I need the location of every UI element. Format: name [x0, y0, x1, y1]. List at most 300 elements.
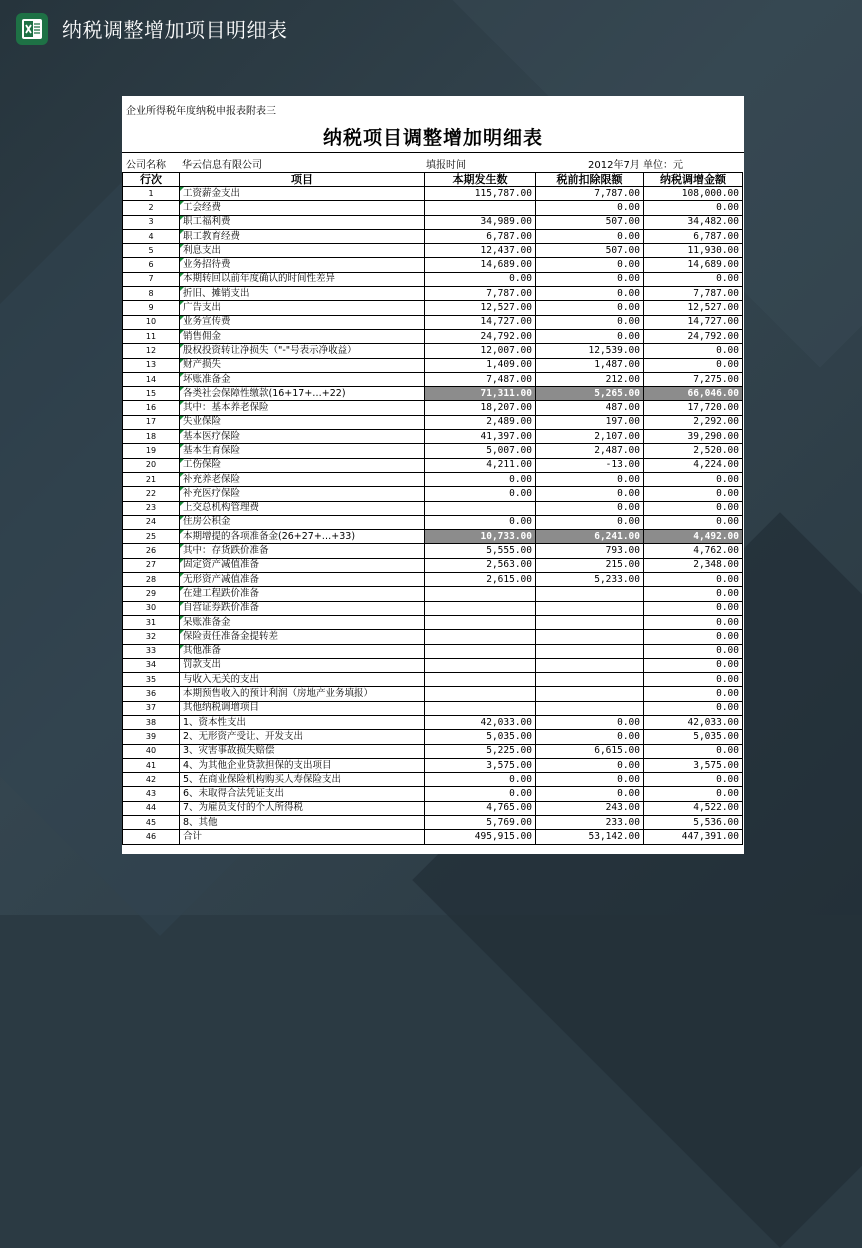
table-row: [123, 830, 743, 844]
item-cell[interactable]: 广告支出: [180, 301, 425, 315]
current-amount-cell[interactable]: 0.00: [425, 773, 536, 787]
deduction-limit-cell[interactable]: 2,107.00: [536, 430, 644, 444]
row-number-cell[interactable]: 28: [123, 573, 180, 587]
row-number-cell[interactable]: 35: [123, 673, 180, 687]
current-amount-cell[interactable]: [425, 201, 536, 215]
deduction-limit-cell[interactable]: [536, 587, 644, 601]
current-amount-cell[interactable]: 12,007.00: [425, 344, 536, 358]
row-number-cell[interactable]: 10: [123, 315, 180, 329]
table-row: [123, 501, 743, 515]
header-row-no[interactable]: 行次: [123, 173, 180, 187]
current-amount-cell[interactable]: 4,211.00: [425, 458, 536, 472]
deduction-limit-cell[interactable]: [536, 673, 644, 687]
cell-comment-marker: [180, 344, 184, 348]
adjustment-amount-cell[interactable]: 11,930.00: [644, 244, 743, 258]
deduction-limit-cell[interactable]: 0.00: [536, 201, 644, 215]
row-number-cell[interactable]: 43: [123, 787, 180, 801]
table-row: [123, 430, 743, 444]
row-number-cell[interactable]: 25: [123, 530, 180, 544]
adjustment-amount-cell[interactable]: 0.00: [644, 615, 743, 629]
item-cell[interactable]: 8、其他: [180, 816, 425, 830]
deduction-limit-cell[interactable]: 233.00: [536, 816, 644, 830]
deduction-limit-cell[interactable]: [536, 687, 644, 701]
deduction-limit-cell[interactable]: 0.00: [536, 758, 644, 772]
item-cell[interactable]: 财产损失: [180, 358, 425, 372]
adjustment-amount-cell[interactable]: 0.00: [644, 658, 743, 672]
item-cell[interactable]: 工伤保险: [180, 458, 425, 472]
cell-comment-marker: [180, 401, 184, 405]
deduction-limit-cell[interactable]: 53,142.00: [536, 830, 644, 844]
deduction-limit-cell[interactable]: 0.00: [536, 730, 644, 744]
row-number-cell[interactable]: 8: [123, 287, 180, 301]
deduction-limit-cell[interactable]: 197.00: [536, 415, 644, 429]
adjustment-amount-cell[interactable]: 0.00: [644, 687, 743, 701]
row-number-cell[interactable]: 39: [123, 730, 180, 744]
item-cell[interactable]: 其中：基本养老保险: [180, 401, 425, 415]
deduction-limit-cell[interactable]: 0.00: [536, 501, 644, 515]
deduction-limit-cell[interactable]: 0.00: [536, 715, 644, 729]
table-row: [123, 229, 743, 243]
row-number-cell[interactable]: 20: [123, 458, 180, 472]
cell-comment-marker: [180, 530, 184, 534]
row-number-cell[interactable]: 27: [123, 558, 180, 572]
deduction-limit-cell[interactable]: 212.00: [536, 372, 644, 386]
cell-comment-marker: [180, 316, 184, 320]
table-row: [123, 401, 743, 415]
item-cell[interactable]: 本期预售收入的预计利润（房地产业务填报）: [180, 687, 425, 701]
row-number-cell[interactable]: 1: [123, 187, 180, 201]
item-cell[interactable]: 其中：存货跌价准备: [180, 544, 425, 558]
item-cell[interactable]: 3、灾害事故损失赔偿: [180, 744, 425, 758]
item-cell[interactable]: 各类社会保障性缴款(16+17+…+22): [180, 387, 425, 401]
deduction-limit-cell[interactable]: 0.00: [536, 787, 644, 801]
current-amount-cell[interactable]: 2,563.00: [425, 558, 536, 572]
row-number-cell[interactable]: 45: [123, 816, 180, 830]
item-cell[interactable]: 呆账准备金: [180, 615, 425, 629]
adjustment-amount-cell[interactable]: 5,536.00: [644, 816, 743, 830]
deduction-limit-cell[interactable]: [536, 701, 644, 715]
adjustment-amount-cell[interactable]: 0.00: [644, 630, 743, 644]
row-number-cell[interactable]: 17: [123, 415, 180, 429]
item-cell[interactable]: 罚款支出: [180, 658, 425, 672]
item-cell[interactable]: 坏账准备金: [180, 372, 425, 386]
adjustment-amount-cell[interactable]: 7,787.00: [644, 287, 743, 301]
adjustment-amount-cell[interactable]: 39,290.00: [644, 430, 743, 444]
adjustment-amount-cell[interactable]: 34,482.00: [644, 215, 743, 229]
adjustment-amount-cell[interactable]: 5,035.00: [644, 730, 743, 744]
table-row: [123, 244, 743, 258]
deduction-limit-cell[interactable]: [536, 601, 644, 615]
row-number-cell[interactable]: 11: [123, 329, 180, 343]
row-number-cell[interactable]: 4: [123, 229, 180, 243]
row-number-cell[interactable]: 12: [123, 344, 180, 358]
cell-comment-marker: [180, 216, 184, 220]
row-number-cell[interactable]: 26: [123, 544, 180, 558]
deduction-limit-cell[interactable]: [536, 630, 644, 644]
current-amount-cell[interactable]: 5,035.00: [425, 730, 536, 744]
cell-comment-marker: [180, 459, 184, 463]
deduction-limit-cell[interactable]: 793.00: [536, 544, 644, 558]
cell-comment-marker: [180, 430, 184, 434]
deduction-limit-cell[interactable]: 0.00: [536, 487, 644, 501]
current-amount-cell[interactable]: 1,409.00: [425, 358, 536, 372]
item-cell[interactable]: 职工教育经费: [180, 229, 425, 243]
current-amount-cell[interactable]: [425, 630, 536, 644]
item-cell[interactable]: 补充医疗保险: [180, 487, 425, 501]
table-row: [123, 658, 743, 672]
current-amount-cell[interactable]: [425, 601, 536, 615]
current-amount-cell[interactable]: 3,575.00: [425, 758, 536, 772]
row-number-cell[interactable]: 24: [123, 515, 180, 529]
adjustment-amount-cell[interactable]: 0.00: [644, 601, 743, 615]
row-number-cell[interactable]: 9: [123, 301, 180, 315]
item-cell[interactable]: 2、无形资产受让、开发支出: [180, 730, 425, 744]
item-cell[interactable]: 基本医疗保险: [180, 430, 425, 444]
adjustment-amount-cell[interactable]: 0.00: [644, 344, 743, 358]
deduction-limit-cell[interactable]: 0.00: [536, 258, 644, 272]
adjustment-amount-cell[interactable]: 14,727.00: [644, 315, 743, 329]
item-cell[interactable]: 合计: [180, 830, 425, 844]
row-number-cell[interactable]: 2: [123, 201, 180, 215]
item-cell[interactable]: 自营证券跌价准备: [180, 601, 425, 615]
table-row: [123, 201, 743, 215]
deduction-limit-cell[interactable]: 0.00: [536, 315, 644, 329]
current-amount-cell[interactable]: 495,915.00: [425, 830, 536, 844]
row-number-cell[interactable]: 6: [123, 258, 180, 272]
row-number-cell[interactable]: 19: [123, 444, 180, 458]
period-unit: 2012年7月 单位：元: [588, 160, 683, 171]
cell-comment-marker: [180, 359, 184, 363]
table-row: [123, 573, 743, 587]
deduction-limit-cell[interactable]: 5,233.00: [536, 573, 644, 587]
deduction-limit-cell[interactable]: 1,487.00: [536, 358, 644, 372]
current-amount-cell[interactable]: 12,527.00: [425, 301, 536, 315]
item-cell[interactable]: 业务招待费: [180, 258, 425, 272]
cell-comment-marker: [180, 301, 184, 305]
current-amount-cell[interactable]: 0.00: [425, 487, 536, 501]
current-amount-cell[interactable]: 5,225.00: [425, 744, 536, 758]
cell-comment-marker: [180, 230, 184, 234]
item-cell[interactable]: 利息支出: [180, 244, 425, 258]
item-cell[interactable]: 本期增提的各项准备金(26+27+…+33): [180, 530, 425, 544]
table-header-row: [123, 173, 743, 187]
item-cell[interactable]: 本期转回以前年度确认的时间性差异: [180, 272, 425, 286]
item-cell[interactable]: 保险责任准备金提转差: [180, 630, 425, 644]
adjustment-amount-cell[interactable]: 4,224.00: [644, 458, 743, 472]
item-cell[interactable]: 上交总机构管理费: [180, 501, 425, 515]
deduction-limit-cell[interactable]: 487.00: [536, 401, 644, 415]
deduction-limit-cell[interactable]: 0.00: [536, 229, 644, 243]
adjustment-amount-cell[interactable]: 108,000.00: [644, 187, 743, 201]
header-adjustment-amount[interactable]: 纳税调增金额: [644, 173, 743, 187]
row-number-cell[interactable]: 42: [123, 773, 180, 787]
current-amount-cell[interactable]: 2,489.00: [425, 415, 536, 429]
current-amount-cell[interactable]: [425, 587, 536, 601]
table-row: [123, 730, 743, 744]
item-cell[interactable]: 4、为其他企业贷款担保的支出项目: [180, 758, 425, 772]
table-row: [123, 787, 743, 801]
adjustment-amount-cell[interactable]: 0.00: [644, 673, 743, 687]
item-cell[interactable]: 其他纳税调增项目: [180, 701, 425, 715]
adjustment-amount-cell[interactable]: 0.00: [644, 358, 743, 372]
deduction-limit-cell[interactable]: 0.00: [536, 301, 644, 315]
spreadsheet: [122, 96, 744, 854]
current-amount-cell[interactable]: 18,207.00: [425, 401, 536, 415]
current-amount-cell[interactable]: [425, 644, 536, 658]
cell-comment-marker: [180, 387, 184, 391]
item-cell[interactable]: 折旧、摊销支出: [180, 287, 425, 301]
item-cell[interactable]: 基本生育保险: [180, 444, 425, 458]
current-amount-cell[interactable]: 10,733.00: [425, 530, 536, 544]
current-amount-cell[interactable]: [425, 673, 536, 687]
cell-comment-marker: [180, 244, 184, 248]
cell-comment-marker: [180, 630, 184, 634]
current-amount-cell[interactable]: 41,397.00: [425, 430, 536, 444]
row-number-cell[interactable]: 7: [123, 272, 180, 286]
table-row: [123, 758, 743, 772]
table-row: [123, 358, 743, 372]
current-amount-cell[interactable]: 12,437.00: [425, 244, 536, 258]
adjustment-amount-cell[interactable]: 24,792.00: [644, 329, 743, 343]
adjustment-amount-cell[interactable]: 42,033.00: [644, 715, 743, 729]
detail-table: [122, 172, 743, 845]
row-number-cell[interactable]: 36: [123, 687, 180, 701]
item-cell[interactable]: 6、未取得合法凭证支出: [180, 787, 425, 801]
deduction-limit-cell[interactable]: 2,487.00: [536, 444, 644, 458]
deduction-limit-cell[interactable]: 12,539.00: [536, 344, 644, 358]
row-number-cell[interactable]: 33: [123, 644, 180, 658]
adjustment-amount-cell[interactable]: 66,046.00: [644, 387, 743, 401]
table-row: [123, 673, 743, 687]
table-row: [123, 530, 743, 544]
row-number-cell[interactable]: 23: [123, 501, 180, 515]
adjustment-amount-cell[interactable]: 0.00: [644, 744, 743, 758]
current-amount-cell[interactable]: 42,033.00: [425, 715, 536, 729]
cell-comment-marker: [180, 487, 184, 491]
table-row: [123, 301, 743, 315]
row-number-cell[interactable]: 44: [123, 801, 180, 815]
current-amount-cell[interactable]: 14,727.00: [425, 315, 536, 329]
adjustment-amount-cell[interactable]: 0.00: [644, 573, 743, 587]
row-number-cell[interactable]: 34: [123, 658, 180, 672]
current-amount-cell[interactable]: 2,615.00: [425, 573, 536, 587]
table-row: [123, 558, 743, 572]
current-amount-cell[interactable]: 24,792.00: [425, 329, 536, 343]
row-number-cell[interactable]: 21: [123, 472, 180, 486]
adjustment-amount-cell[interactable]: 0.00: [644, 773, 743, 787]
item-cell[interactable]: 失业保险: [180, 415, 425, 429]
row-number-cell[interactable]: 16: [123, 401, 180, 415]
current-amount-cell[interactable]: 0.00: [425, 272, 536, 286]
current-amount-cell[interactable]: 7,787.00: [425, 287, 536, 301]
row-number-cell[interactable]: 37: [123, 701, 180, 715]
header-item[interactable]: 项目: [180, 173, 425, 187]
adjustment-amount-cell[interactable]: 0.00: [644, 587, 743, 601]
current-amount-cell[interactable]: 7,487.00: [425, 372, 536, 386]
adjustment-amount-cell[interactable]: 447,391.00: [644, 830, 743, 844]
adjustment-amount-cell[interactable]: 4,522.00: [644, 801, 743, 815]
cell-comment-marker: [180, 645, 184, 649]
adjustment-amount-cell[interactable]: 4,762.00: [644, 544, 743, 558]
current-amount-cell[interactable]: 5,769.00: [425, 816, 536, 830]
deduction-limit-cell[interactable]: 0.00: [536, 773, 644, 787]
item-cell[interactable]: 5、在商业保险机构购买人寿保险支出: [180, 773, 425, 787]
row-number-cell[interactable]: 15: [123, 387, 180, 401]
adjustment-amount-cell[interactable]: 14,689.00: [644, 258, 743, 272]
table-row: [123, 472, 743, 486]
current-amount-cell[interactable]: [425, 701, 536, 715]
item-cell[interactable]: 职工福利费: [180, 215, 425, 229]
deduction-limit-cell[interactable]: 6,615.00: [536, 744, 644, 758]
company-name: 华云信息有限公司: [182, 160, 262, 171]
cell-comment-marker: [180, 273, 184, 277]
row-number-cell[interactable]: 30: [123, 601, 180, 615]
row-number-cell[interactable]: 46: [123, 830, 180, 844]
deduction-limit-cell[interactable]: 215.00: [536, 558, 644, 572]
deduction-limit-cell[interactable]: 0.00: [536, 515, 644, 529]
row-number-cell[interactable]: 14: [123, 372, 180, 386]
adjustment-amount-cell[interactable]: 0.00: [644, 515, 743, 529]
adjustment-amount-cell[interactable]: 0.00: [644, 501, 743, 515]
row-number-cell[interactable]: 38: [123, 715, 180, 729]
deduction-limit-cell[interactable]: 507.00: [536, 215, 644, 229]
row-number-cell[interactable]: 22: [123, 487, 180, 501]
deduction-limit-cell[interactable]: 0.00: [536, 472, 644, 486]
item-cell[interactable]: 住房公积金: [180, 515, 425, 529]
cell-comment-marker: [180, 602, 184, 606]
deduction-limit-cell[interactable]: -13.00: [536, 458, 644, 472]
table-row: [123, 701, 743, 715]
current-amount-cell[interactable]: [425, 658, 536, 672]
table-row: [123, 587, 743, 601]
cell-comment-marker: [180, 544, 184, 548]
deduction-limit-cell[interactable]: 6,241.00: [536, 530, 644, 544]
item-cell[interactable]: 1、资本性支出: [180, 715, 425, 729]
deduction-limit-cell[interactable]: 7,787.00: [536, 187, 644, 201]
current-amount-cell[interactable]: 0.00: [425, 787, 536, 801]
adjustment-amount-cell[interactable]: 0.00: [644, 472, 743, 486]
current-amount-cell[interactable]: 0.00: [425, 472, 536, 486]
adjustment-amount-cell[interactable]: 6,787.00: [644, 229, 743, 243]
row-number-cell[interactable]: 32: [123, 630, 180, 644]
cell-comment-marker: [180, 616, 184, 620]
current-amount-cell[interactable]: 34,989.00: [425, 215, 536, 229]
current-amount-cell[interactable]: 5,555.00: [425, 544, 536, 558]
item-cell[interactable]: 补充养老保险: [180, 472, 425, 486]
table-row: [123, 329, 743, 343]
app-title: 纳税调整增加项目明细表: [62, 18, 288, 42]
deduction-limit-cell[interactable]: 243.00: [536, 801, 644, 815]
item-cell[interactable]: 固定资产减值准备: [180, 558, 425, 572]
item-cell[interactable]: 与收入无关的支出: [180, 673, 425, 687]
item-cell[interactable]: 股权投资转让净损失（"-"号表示净收益）: [180, 344, 425, 358]
item-cell[interactable]: 7、为雇员支付的个人所得税: [180, 801, 425, 815]
adjustment-amount-cell[interactable]: 17,720.00: [644, 401, 743, 415]
deduction-limit-cell[interactable]: 0.00: [536, 287, 644, 301]
row-number-cell[interactable]: 3: [123, 215, 180, 229]
table-row: [123, 187, 743, 201]
current-amount-cell[interactable]: 0.00: [425, 515, 536, 529]
adjustment-amount-cell[interactable]: 3,575.00: [644, 758, 743, 772]
table-row: [123, 258, 743, 272]
row-number-cell[interactable]: 18: [123, 430, 180, 444]
item-cell[interactable]: 其他准备: [180, 644, 425, 658]
item-cell[interactable]: 无形资产减值准备: [180, 573, 425, 587]
item-cell[interactable]: 在建工程跌价准备: [180, 587, 425, 601]
adjustment-amount-cell[interactable]: 0.00: [644, 787, 743, 801]
adjustment-amount-cell[interactable]: 2,520.00: [644, 444, 743, 458]
fill-time-label: 填报时间: [426, 160, 466, 171]
table-row: [123, 415, 743, 429]
current-amount-cell[interactable]: 6,787.00: [425, 229, 536, 243]
cell-comment-marker: [180, 573, 184, 577]
adjustment-amount-cell[interactable]: 2,292.00: [644, 415, 743, 429]
row-number-cell[interactable]: 5: [123, 244, 180, 258]
cell-comment-marker: [180, 187, 184, 191]
row-number-cell[interactable]: 29: [123, 587, 180, 601]
deduction-limit-cell[interactable]: [536, 615, 644, 629]
row-number-cell[interactable]: 41: [123, 758, 180, 772]
table-row: [123, 515, 743, 529]
current-amount-cell[interactable]: 5,007.00: [425, 444, 536, 458]
current-amount-cell[interactable]: 71,311.00: [425, 387, 536, 401]
item-cell[interactable]: 业务宣传费: [180, 315, 425, 329]
adjustment-amount-cell[interactable]: 0.00: [644, 644, 743, 658]
table-row: [123, 372, 743, 386]
deduction-limit-cell[interactable]: 0.00: [536, 272, 644, 286]
current-amount-cell[interactable]: 4,765.00: [425, 801, 536, 815]
item-cell[interactable]: 工资薪金支出: [180, 187, 425, 201]
adjustment-amount-cell[interactable]: 2,348.00: [644, 558, 743, 572]
current-amount-cell[interactable]: 14,689.00: [425, 258, 536, 272]
table-row: [123, 458, 743, 472]
adjustment-amount-cell[interactable]: 0.00: [644, 201, 743, 215]
current-amount-cell[interactable]: 115,787.00: [425, 187, 536, 201]
cell-comment-marker: [180, 287, 184, 291]
table-row: [123, 816, 743, 830]
header: [0, 0, 862, 60]
current-amount-cell[interactable]: [425, 501, 536, 515]
table-row: [123, 344, 743, 358]
adjustment-amount-cell[interactable]: 7,275.00: [644, 372, 743, 386]
table-row: [123, 715, 743, 729]
row-number-cell[interactable]: 40: [123, 744, 180, 758]
deduction-limit-cell[interactable]: 0.00: [536, 329, 644, 343]
cell-comment-marker: [180, 201, 184, 205]
item-cell[interactable]: 工会经费: [180, 201, 425, 215]
row-number-cell[interactable]: 31: [123, 615, 180, 629]
adjustment-amount-cell[interactable]: 0.00: [644, 487, 743, 501]
deduction-limit-cell[interactable]: 507.00: [536, 244, 644, 258]
current-amount-cell[interactable]: [425, 687, 536, 701]
header-current-amount[interactable]: 本期发生数: [425, 173, 536, 187]
row-number-cell[interactable]: 13: [123, 358, 180, 372]
adjustment-amount-cell[interactable]: 0.00: [644, 272, 743, 286]
deduction-limit-cell[interactable]: 5,265.00: [536, 387, 644, 401]
item-cell[interactable]: 销售佣金: [180, 329, 425, 343]
adjustment-amount-cell[interactable]: 4,492.00: [644, 530, 743, 544]
table-row: [123, 487, 743, 501]
table-row: [123, 601, 743, 615]
header-deduction-limit[interactable]: 税前扣除限额: [536, 173, 644, 187]
table-row: [123, 615, 743, 629]
deduction-limit-cell[interactable]: [536, 644, 644, 658]
adjustment-amount-cell[interactable]: 0.00: [644, 701, 743, 715]
deduction-limit-cell[interactable]: [536, 658, 644, 672]
current-amount-cell[interactable]: [425, 615, 536, 629]
adjustment-amount-cell[interactable]: 12,527.00: [644, 301, 743, 315]
table-row: [123, 287, 743, 301]
